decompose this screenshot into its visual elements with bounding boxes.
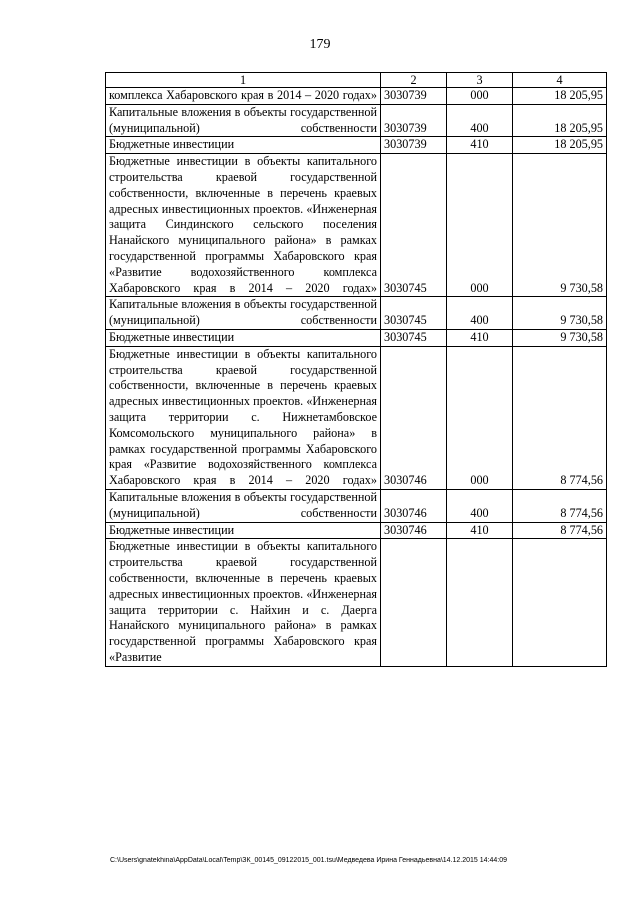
row-name: Бюджетные инвестиции — [106, 137, 381, 154]
row-amount: 8 774,56 — [513, 522, 607, 539]
row-code: 3030745 — [381, 329, 447, 346]
table-row — [106, 539, 607, 666]
row-vr: 000 — [447, 88, 513, 105]
row-amount — [513, 539, 607, 666]
table-row — [106, 297, 607, 330]
row-amount: 18 205,95 — [513, 137, 607, 154]
row-code: 3030745 — [381, 297, 447, 330]
row-code: 3030746 — [381, 489, 447, 522]
row-vr: 400 — [447, 297, 513, 330]
row-vr: 000 — [447, 346, 513, 489]
row-vr: 410 — [447, 522, 513, 539]
page-number: 179 — [309, 37, 331, 52]
row-amount: 9 730,58 — [513, 297, 607, 330]
row-name: Капитальные вложения в объекты государственной (муниципальной) собственности — [106, 489, 381, 522]
row-code: 3030739 — [381, 88, 447, 105]
row-code — [381, 539, 447, 666]
table-header-row — [106, 73, 607, 88]
row-vr: 410 — [447, 329, 513, 346]
row-code: 3030746 — [381, 346, 447, 489]
row-name: Бюджетные инвестиции в объекты капитального строительства краевой государственной собственности, включенные в перечень краевых адресных инвестиционных проектов. «Инженерная защита Синдинского сельского поселения Нанайского муниципального района» в рамках государственной программы Хабаровского края «Развитие водохозяйственного комплекса Хабаровского края в 2014 – 2020 годах» — [106, 154, 381, 297]
row-code: 3030739 — [381, 137, 447, 154]
header-col-3: 3 — [447, 73, 513, 88]
table-row — [106, 137, 607, 154]
row-vr: 410 — [447, 137, 513, 154]
table-row — [106, 346, 607, 489]
row-name: Капитальные вложения в объекты государственной (муниципальной) собственности — [106, 297, 381, 330]
row-name: Капитальные вложения в объекты государственной (муниципальной) собственности — [106, 104, 381, 137]
row-amount: 9 730,58 — [513, 154, 607, 297]
row-name: Бюджетные инвестиции в объекты капитального строительства краевой государственной собственности, включенные в перечень краевых адресных инвестиционных проектов. «Инженерная защита территории с. Нижнетамбовское Комсомольского муниципального района» в рамках государственной программы Хабаровского края «Развитие водохозяйственного комплекса Хабаровского края в 2014 – 2020 годах» — [106, 346, 381, 489]
header-col-2: 2 — [381, 73, 447, 88]
row-name: Бюджетные инвестиции — [106, 329, 381, 346]
row-code: 3030739 — [381, 104, 447, 137]
table-row — [106, 522, 607, 539]
row-name: комплекса Хабаровского края в 2014 – 2020 годах» — [106, 88, 381, 105]
row-amount: 8 774,56 — [513, 346, 607, 489]
table-row — [106, 154, 607, 297]
header-col-1: 1 — [106, 73, 381, 88]
table-row — [106, 489, 607, 522]
file-path-footer: C:\Users\gnatekhina\AppData\Local\Temp\ЗК_00145_09122015_001.tsu\Медведева Ирина Геннадьевна\14.12.2015 14:44:09 — [110, 857, 508, 864]
row-vr: 000 — [447, 154, 513, 297]
row-name: Бюджетные инвестиции в объекты капитального строительства краевой государственной собственности, включенные в перечень краевых адресных инвестиционных проектов. «Инженерная защита территории с. Найхин и с. Даерга Нанайского муниципального района» в рамках государственной программы Хабаровского края «Развитие — [106, 539, 381, 666]
row-name: Бюджетные инвестиции — [106, 522, 381, 539]
row-amount: 18 205,95 — [513, 88, 607, 105]
table-row — [106, 104, 607, 137]
row-vr — [447, 539, 513, 666]
table-row — [106, 88, 607, 105]
row-code: 3030745 — [381, 154, 447, 297]
row-vr: 400 — [447, 104, 513, 137]
row-amount: 18 205,95 — [513, 104, 607, 137]
row-amount: 8 774,56 — [513, 489, 607, 522]
table-row — [106, 329, 607, 346]
row-vr: 400 — [447, 489, 513, 522]
row-code: 3030746 — [381, 522, 447, 539]
budget-table — [105, 72, 607, 667]
header-col-4: 4 — [513, 73, 607, 88]
row-amount: 9 730,58 — [513, 329, 607, 346]
